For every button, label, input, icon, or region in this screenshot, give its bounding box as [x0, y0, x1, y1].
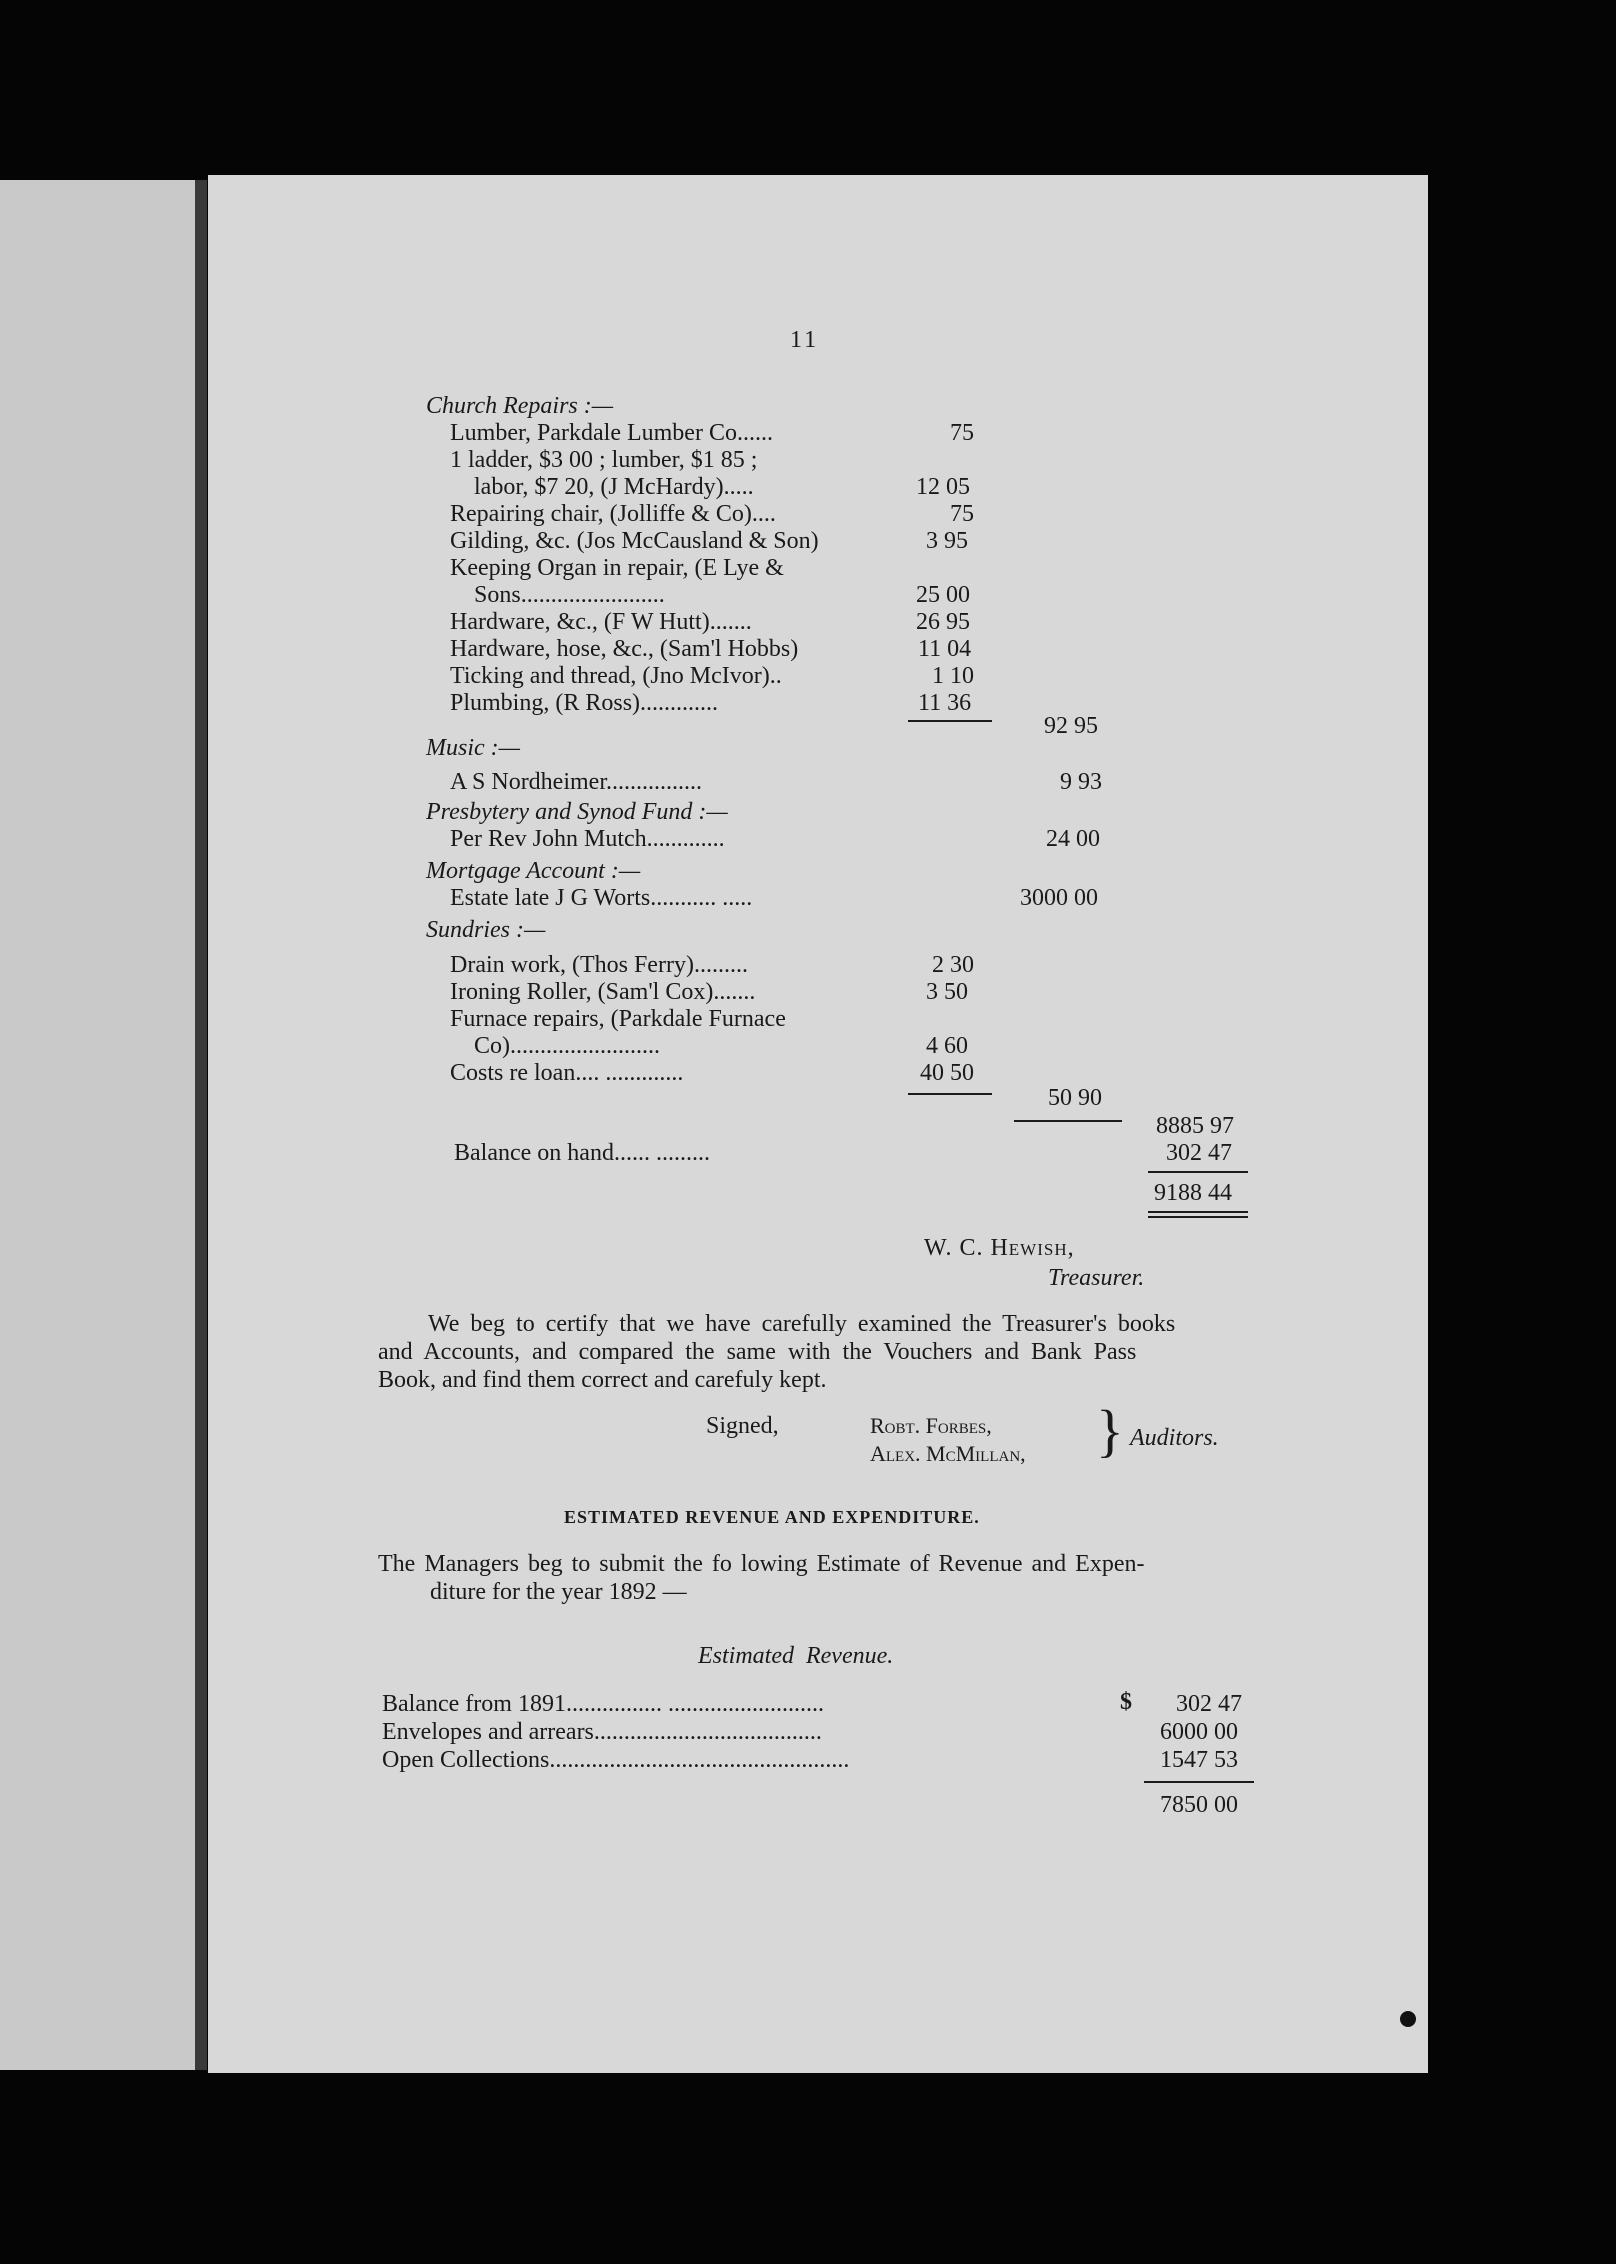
list-item: Open Collections.................................................. [382, 1747, 850, 1773]
list-item: Estate late J G Worts........... ..... [450, 885, 753, 911]
brace-icon: } [1096, 1398, 1124, 1463]
mortgage-heading: Mortgage Account :— [426, 858, 641, 884]
estimate-intro: The Managers beg to submit the fo lowing Estimate of Revenue and Expen- [378, 1551, 1145, 1577]
list-item: A S Nordheimer................ [450, 769, 702, 795]
list-item: Co)......................... [474, 1033, 660, 1059]
auditor-name: Alex. McMillan, [870, 1441, 1026, 1466]
list-item: Furnace repairs, (Parkdale Furnace [450, 1006, 786, 1032]
sundries-subtotal: 50 90 [1048, 1085, 1102, 1111]
list-item: Costs re loan.... ............. [450, 1060, 684, 1086]
list-item: Gilding, &c. (Jos McCausland & Son) [450, 528, 819, 554]
running-total: 8885 97 [1156, 1113, 1234, 1139]
list-item: Drain work, (Thos Ferry)......... [450, 952, 748, 978]
amount: 9 93 [1060, 769, 1102, 795]
music-heading: Music :— [426, 735, 520, 761]
total-double-rule [1148, 1216, 1248, 1218]
amount: 3 50 [926, 979, 968, 1005]
ink-blot [1400, 2011, 1416, 2027]
list-item: Plumbing, (R Ross)............. [450, 690, 719, 716]
amount: 40 50 [920, 1060, 974, 1086]
list-item: Sons........................ [474, 582, 665, 608]
sundries-heading: Sundries :— [426, 917, 546, 943]
amount: 302 47 [1176, 1691, 1242, 1717]
treasurer-title: Treasurer. [1048, 1265, 1145, 1291]
church-repairs-heading: Church Repairs :— [426, 393, 614, 419]
list-item: Balance on hand...... ......... [454, 1140, 710, 1166]
list-item: Ironing Roller, (Sam'l Cox)....... [450, 979, 756, 1005]
treasurer-name: W. C. Hewish, [924, 1235, 1075, 1261]
dollar-sign: $ [1120, 1689, 1132, 1715]
list-item: Balance from 1891................ .......................... [382, 1691, 824, 1717]
presbytery-heading: Presbytery and Synod Fund :— [426, 799, 728, 825]
amount: 75 [950, 501, 974, 527]
amount: 24 00 [1046, 826, 1100, 852]
auditor-name: Robt. Forbes, [870, 1413, 992, 1438]
subtotal-rule [1014, 1120, 1122, 1122]
amount: 3000 00 [1020, 885, 1098, 911]
amount: 25 00 [916, 582, 970, 608]
estimate-total: 7850 00 [1160, 1792, 1238, 1818]
amount: 26 95 [916, 609, 970, 635]
grand-total: 9188 44 [1154, 1180, 1232, 1206]
subtotal-rule [908, 720, 992, 722]
list-item: Envelopes and arrears...................................... [382, 1719, 822, 1745]
signed-label: Signed, [706, 1413, 779, 1439]
document-page [208, 175, 1428, 2073]
estimate-intro: diture for the year 1892 — [430, 1579, 687, 1605]
revenue-heading: Estimated Revenue. [698, 1643, 894, 1669]
amount: 1547 53 [1160, 1747, 1238, 1773]
certification-text: Book, and find them correct and carefuly kept. [378, 1367, 827, 1393]
list-item: Repairing chair, (Jolliffe & Co).... [450, 501, 776, 527]
amount: 1 10 [932, 663, 974, 689]
total-double-rule [1148, 1211, 1248, 1213]
amount: 75 [950, 420, 974, 446]
list-item: 1 ladder, $3 00 ; lumber, $1 85 ; [450, 447, 758, 473]
amount: 12 05 [916, 474, 970, 500]
amount: 4 60 [926, 1033, 968, 1059]
list-item: Ticking and thread, (Jno McIvor).. [450, 663, 782, 689]
left-page-fragment [0, 180, 200, 2070]
amount: 2 30 [932, 952, 974, 978]
certification-text: and Accounts, and compared the same with the Vouchers and Bank Pass [378, 1339, 1137, 1365]
subtotal-rule [908, 1093, 992, 1095]
list-item: Lumber, Parkdale Lumber Co...... [450, 420, 773, 446]
list-item: Hardware, hose, &c., (Sam'l Hobbs) [450, 636, 799, 662]
list-item: Keeping Organ in repair, (E Lye & [450, 555, 784, 581]
estimate-heading: ESTIMATED REVENUE AND EXPENDITURE. [564, 1507, 980, 1527]
auditors-label: Auditors. [1130, 1425, 1219, 1451]
church-repairs-subtotal: 92 95 [1044, 713, 1098, 739]
list-item: Per Rev John Mutch............. [450, 826, 725, 852]
page-number: 11 [790, 327, 820, 353]
certification-text: We beg to certify that we have carefully examined the Treasurer's books [428, 1311, 1176, 1337]
amount: 11 36 [918, 690, 972, 716]
list-item: labor, $7 20, (J McHardy)..... [474, 474, 754, 500]
page-gutter [195, 180, 207, 2070]
amount: 3 95 [926, 528, 968, 554]
amount: 6000 00 [1160, 1719, 1238, 1745]
balance-amount: 302 47 [1166, 1140, 1232, 1166]
total-rule [1148, 1171, 1248, 1173]
amount: 11 04 [918, 636, 972, 662]
total-rule [1144, 1781, 1254, 1783]
list-item: Hardware, &c., (F W Hutt)....... [450, 609, 752, 635]
